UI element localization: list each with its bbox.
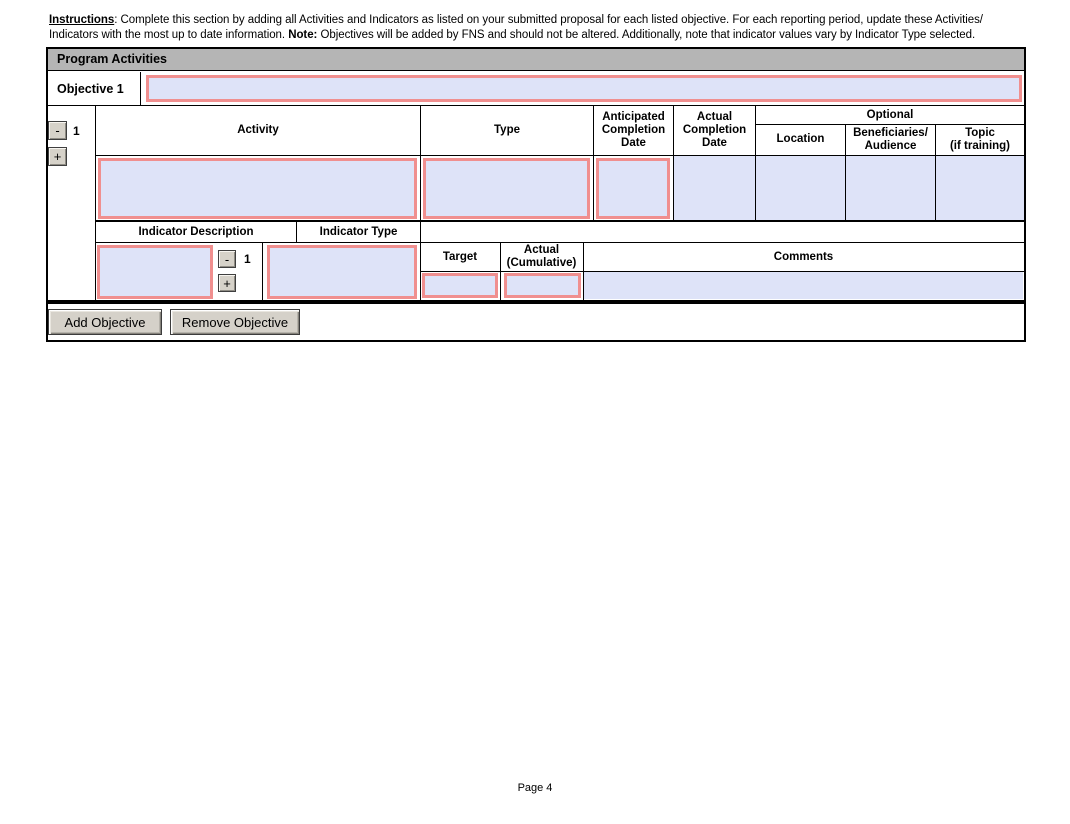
grid-line [262, 243, 263, 300]
comments-header: Comments [773, 250, 834, 263]
instructions [49, 13, 983, 43]
comments-input[interactable] [584, 272, 1023, 299]
actual-cumulative-header: Actual (Cumulative) [506, 244, 577, 269]
beneficiaries-audience-column-header: Beneficiaries/ Audience [853, 126, 928, 152]
target-header: Target [442, 250, 478, 263]
type-select[interactable] [423, 158, 590, 219]
indicator-type-select[interactable] [267, 245, 417, 299]
section-header [48, 49, 1024, 71]
anticipated-completion-date-input[interactable] [596, 158, 670, 219]
topic-column-header [936, 124, 1024, 155]
indicator-description-header: Indicator Description [138, 225, 254, 238]
actual-completion-date-input[interactable] [674, 156, 755, 220]
instructions-line2-pre: Indicators with the most up to date information. [49, 29, 289, 41]
section-divider [46, 300, 1026, 304]
objective-label: Objective 1 [57, 81, 124, 96]
remove-activity-row-button[interactable]: - [48, 121, 67, 140]
grid-line [140, 72, 141, 106]
remove-objective-button[interactable]: Remove Objective [170, 309, 300, 335]
add-objective-button[interactable]: Add Objective [48, 309, 162, 335]
instructions-line2 [49, 28, 983, 43]
indicator-row-number: 1 [244, 252, 251, 266]
topic-header-line2: (if training) [949, 139, 1011, 152]
location-select[interactable] [756, 156, 845, 220]
actual-cumulative-input[interactable] [504, 273, 581, 298]
optional-column-group-header: Optional [866, 108, 914, 121]
anticipated-completion-date-column-header: Anticipated Completion Date [601, 111, 666, 149]
activity-column-header: Activity [237, 124, 279, 136]
actual-completion-date-column-header: Actual Completion Date [682, 111, 747, 149]
remove-indicator-row-button[interactable]: - [218, 250, 236, 268]
indicator-description-select[interactable] [97, 245, 213, 299]
indicator-type-header: Indicator Type [319, 225, 398, 238]
location-column-header: Location [776, 133, 825, 145]
add-activity-row-button[interactable]: + [48, 147, 67, 166]
objective-input[interactable] [146, 75, 1022, 102]
target-input[interactable] [422, 273, 498, 298]
instructions-line1-text: : Complete this section by adding all Activities and Indicators as listed on your submitted proposal for each listed objective. For each reporting period, update these Activities/ [114, 14, 983, 26]
instructions-line1 [49, 13, 983, 28]
beneficiaries-audience-input[interactable] [846, 156, 935, 220]
activity-row-number: 1 [73, 123, 80, 138]
topic-input[interactable] [936, 156, 1024, 220]
instructions-line2-text: Objectives will be added by FNS and should not be altered. Additionally, note that indicator values vary by Indicator Type selected. [317, 29, 976, 41]
activity-input[interactable] [98, 158, 417, 219]
section-title: Program Activities [57, 52, 167, 66]
page-number: Page 4 [517, 782, 553, 794]
topic-header-line1: Topic [965, 126, 995, 139]
add-indicator-row-button[interactable]: + [218, 274, 236, 292]
note-label: Note: [288, 29, 318, 41]
type-column-header: Type [494, 124, 520, 136]
instructions-label: Instructions [49, 14, 115, 26]
